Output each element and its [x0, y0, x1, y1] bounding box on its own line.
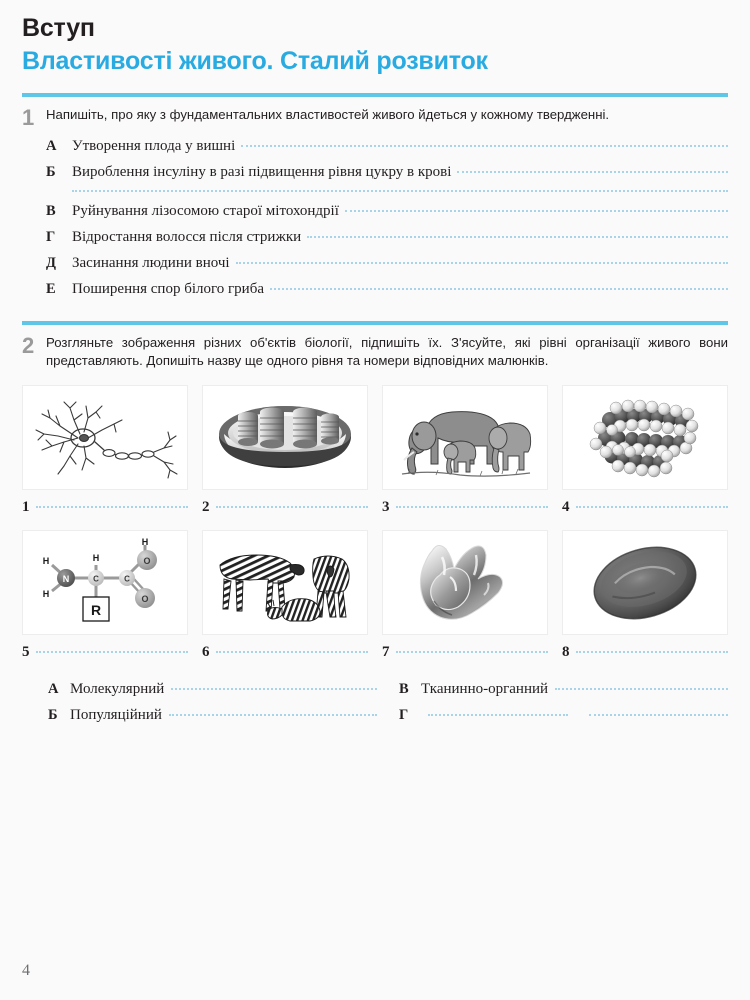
list-item: [46, 281, 728, 298]
organization-level-options: [0, 675, 750, 724]
answer-blank[interactable]: [216, 651, 369, 653]
answer-blank[interactable]: [216, 506, 369, 508]
exercise-2: [0, 325, 750, 371]
chloroplast-icon: [202, 385, 368, 490]
picture-number: 7: [382, 644, 390, 661]
lipid-molecule-icon: [562, 385, 728, 490]
item-letter: Г: [46, 228, 56, 245]
picture-number: 3: [382, 499, 390, 516]
svg-text:C: C: [124, 574, 130, 584]
option-a: [48, 681, 377, 698]
picture-label: [202, 644, 368, 661]
picture-cell-6: [202, 530, 368, 635]
list-item: [46, 164, 728, 181]
picture-label-row-1: [22, 499, 728, 516]
answer-blank[interactable]: [576, 506, 729, 508]
exercise-1-number: 1: [22, 105, 35, 130]
answer-blank[interactable]: [576, 651, 729, 653]
item-letter: Д: [46, 254, 56, 271]
item-letter: Е: [46, 280, 56, 297]
picture-number: 1: [22, 499, 30, 516]
item-text: Утворення плода у вишні: [72, 137, 236, 154]
picture-cell-3: [382, 385, 548, 490]
list-item: [46, 203, 728, 220]
svg-text:H: H: [92, 553, 100, 564]
picture-cell-2: [202, 385, 368, 490]
picture-label: [22, 644, 188, 661]
svg-text:O: O: [141, 594, 149, 605]
answer-blank-name[interactable]: [428, 714, 568, 716]
picture-label: [382, 499, 548, 516]
list-item: [46, 255, 728, 272]
picture-row-1: [22, 385, 728, 490]
item-text: Засинання людини вночі: [72, 254, 230, 271]
svg-text:H: H: [42, 589, 50, 600]
answer-blank[interactable]: [457, 171, 728, 173]
picture-number: 6: [202, 644, 210, 661]
svg-text:O: O: [143, 556, 151, 567]
picture-row-2: [22, 530, 728, 635]
picture-cell-8: [562, 530, 728, 635]
page-number: 4: [22, 962, 30, 979]
option-text: Популяційний: [70, 707, 162, 724]
svg-text:H: H: [141, 537, 149, 548]
picture-number: 5: [22, 644, 30, 661]
elephants-icon: [382, 385, 548, 490]
answer-blank[interactable]: [241, 145, 728, 147]
picture-cell-4: [562, 385, 728, 490]
amino-acid-formula-icon: [22, 530, 188, 635]
option-text: Тканинно-органний: [421, 681, 549, 698]
answer-blank[interactable]: [236, 262, 728, 264]
answer-blank[interactable]: [171, 688, 377, 690]
svg-text:H: H: [42, 556, 50, 567]
answer-blank-continuation[interactable]: [72, 190, 728, 192]
item-text: Відростання волосся після стрижки: [72, 228, 302, 245]
answer-blank[interactable]: [36, 651, 189, 653]
picture-label-row-2: [22, 644, 728, 661]
svg-text:C: C: [93, 574, 99, 584]
picture-number: 2: [202, 499, 210, 516]
options-row-2: [48, 707, 728, 724]
item-letter: В: [46, 202, 56, 219]
option-v: [399, 681, 728, 698]
item-text: Руйнування лізосомою старої мітохондрії: [72, 202, 339, 219]
option-text: Молекулярний: [70, 681, 165, 698]
chapter-title: Вступ: [22, 14, 95, 42]
erythrocyte-icon: [562, 530, 728, 635]
picture-cell-1: [22, 385, 188, 490]
option-letter: А: [48, 681, 59, 698]
answer-blank[interactable]: [555, 688, 728, 690]
neuron-icon: [22, 385, 188, 490]
organ-icon: [382, 530, 548, 635]
answer-blank[interactable]: [270, 288, 728, 290]
option-g: [399, 707, 728, 724]
options-row-1: [48, 681, 728, 698]
picture-cell-7: [382, 530, 548, 635]
option-letter: В: [399, 681, 409, 698]
answer-blank[interactable]: [396, 651, 549, 653]
option-letter: Г: [399, 707, 409, 724]
picture-label: [562, 499, 728, 516]
svg-text:N: N: [62, 574, 70, 585]
exercise-2-number: 2: [22, 332, 35, 358]
option-letter: Б: [48, 707, 58, 724]
answer-blank[interactable]: [307, 236, 728, 238]
picture-label: [562, 644, 728, 661]
exercise-2-prompt: Розгляньте зображення різних об'єктів біології, підпишіть їх. З'ясуйте, які рівні організації живого вони представляють. Допишіть назву ще одного рівня та номери відповідних малюнків.: [46, 334, 728, 369]
page-header: [0, 0, 750, 77]
list-item: [46, 229, 728, 246]
answer-blank[interactable]: [345, 210, 728, 212]
answer-blank[interactable]: [36, 506, 189, 508]
picture-label: [202, 499, 368, 516]
svg-text:R: R: [90, 602, 102, 619]
exercise-1: [0, 97, 750, 307]
picture-label: [382, 644, 548, 661]
picture-grid: [0, 385, 750, 661]
list-item: [46, 138, 728, 155]
item-text: Поширення спор білого гриба: [72, 280, 264, 297]
answer-blank-numbers[interactable]: [589, 714, 729, 716]
exercise-1-items: [46, 138, 728, 298]
exercise-1-prompt: Напишіть, про яку з фундаментальних властивостей живого йдеться у кожному твердженні.: [46, 107, 610, 122]
item-text: Вироблення інсуліну в разі підвищення рівня цукру в крові: [72, 163, 452, 180]
option-b: [48, 707, 377, 724]
answer-blank[interactable]: [396, 506, 549, 508]
picture-cell-5: [22, 530, 188, 635]
item-letter: А: [46, 137, 57, 154]
item-letter: Б: [46, 163, 56, 180]
picture-number: 8: [562, 644, 570, 661]
picture-label: [22, 499, 188, 516]
answer-blank[interactable]: [169, 714, 377, 716]
zebras-icon: [202, 530, 368, 635]
page-title: Властивості живого. Сталий розвиток: [22, 46, 488, 75]
answer-blank-pair: [421, 717, 728, 719]
picture-number: 4: [562, 499, 570, 516]
